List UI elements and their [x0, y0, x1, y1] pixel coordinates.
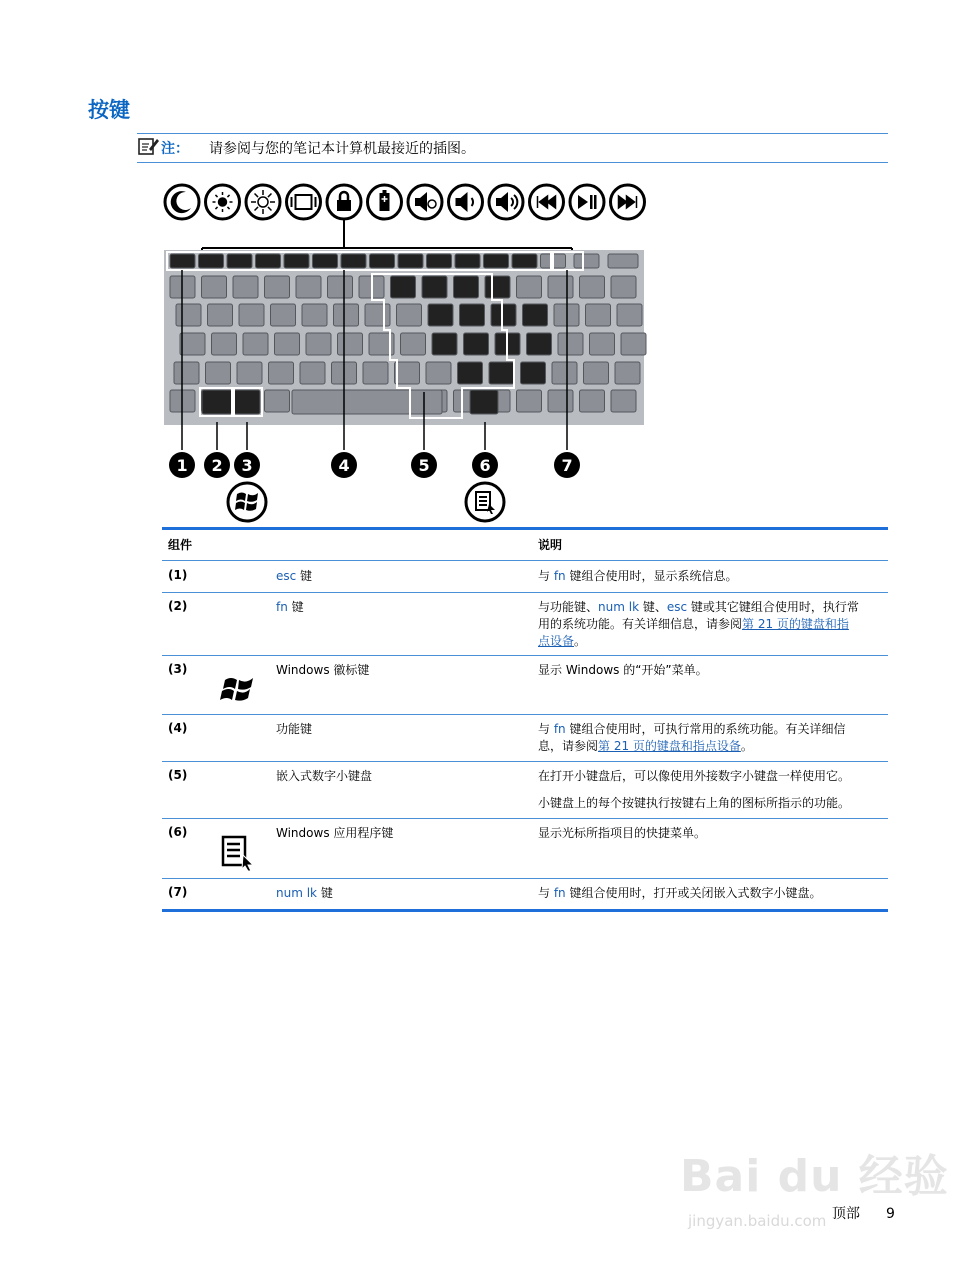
header-rule: [162, 560, 888, 561]
space-bar: [292, 390, 442, 414]
keyboard-key: [590, 333, 615, 355]
footer-label: 顶部: [832, 1206, 860, 1222]
svg-text:2: 2: [211, 456, 223, 475]
keyboard-key: [615, 362, 640, 384]
note-label: 注：: [161, 141, 189, 157]
svg-text:5: 5: [418, 456, 430, 475]
keyboard-key: [523, 304, 548, 326]
description-line: [538, 795, 850, 812]
description-line: [538, 616, 849, 633]
keyboard-key: [365, 304, 390, 326]
text-span: 功能键: [276, 722, 313, 736]
watermark-main: Bai du 经验: [680, 1151, 949, 1202]
text-span: 与功能键、: [538, 600, 599, 614]
text-span: num lk: [598, 600, 640, 614]
brightness-down-icon: [206, 185, 240, 219]
keyboard-key: [584, 362, 609, 384]
volume-up-icon: [489, 185, 523, 219]
keyboard-key: [548, 390, 573, 412]
application-key-icon: [466, 483, 504, 521]
keyboard-key: [176, 304, 201, 326]
text-span: esc: [666, 600, 688, 614]
svg-text:7: 7: [561, 456, 573, 475]
battery-icon: [368, 185, 402, 219]
keyboard-key: [580, 390, 605, 412]
keyboard-key: [552, 362, 577, 384]
keyboard-key: [328, 276, 353, 298]
keyboard-key: [334, 304, 359, 326]
keyboard-key: [227, 254, 252, 268]
keyboard-key: [395, 362, 420, 384]
row-number: (6): [168, 825, 188, 839]
keyboard-key: [233, 276, 258, 298]
text-span: fn: [553, 569, 566, 583]
text-span: 键: [296, 569, 313, 583]
keyboard-key: [611, 276, 636, 298]
keyboard-key: [170, 254, 195, 268]
description-line: [538, 825, 706, 842]
keyboard-key: [621, 333, 646, 355]
keyboard-key: [548, 276, 573, 298]
brightness-up-icon: [246, 185, 280, 219]
play-pause-icon: [570, 185, 604, 219]
keyboard-key: [491, 304, 516, 326]
component-name: [276, 885, 333, 902]
keyboard-key: [199, 254, 224, 268]
keyboard-key: [237, 362, 262, 384]
keyboard-key: [608, 254, 638, 268]
cross-reference-link[interactable]: 第 21 页的键盘和指: [742, 617, 849, 631]
keyboard-key: [426, 362, 451, 384]
keyboard-key: [269, 362, 294, 384]
callout-6: [472, 452, 498, 478]
keyboard-key: [512, 254, 537, 268]
text-span: 与: [538, 886, 554, 900]
component-name: [276, 568, 312, 585]
windows-logo-icon: [219, 670, 259, 710]
text-span: 键组合使用时，显示系统信息。: [565, 569, 738, 583]
row-number: (7): [168, 885, 188, 899]
keyboard-key: [432, 333, 457, 355]
keyboard-key: [464, 333, 489, 355]
callout-markers: [169, 452, 580, 478]
text-span: 键、: [639, 600, 667, 614]
row-divider: [162, 818, 888, 819]
text-span: Windows 徽标键: [276, 663, 370, 677]
windows-key: [234, 390, 260, 414]
text-span: 键组合使用时，可执行常用的系统功能。有关详细信: [565, 722, 846, 736]
keyboard-key: [521, 362, 546, 384]
text-span: 与: [538, 722, 554, 736]
row-number: (5): [168, 768, 188, 782]
text-span: 。: [740, 739, 753, 753]
keyboard-key: [180, 333, 205, 355]
application-key: [470, 390, 498, 414]
keyboard-key: [302, 304, 327, 326]
keyboard-key: [489, 362, 514, 384]
row-number: (3): [168, 662, 188, 676]
keyboard-key: [265, 390, 290, 412]
description-line: [538, 568, 738, 585]
column-header-description: 说明: [538, 538, 563, 552]
volume-down-icon: [449, 185, 483, 219]
text-span: 显示 Windows 的“开始”菜单。: [538, 663, 708, 677]
row-divider: [162, 878, 888, 879]
windows-logo-icon: [228, 483, 266, 521]
description-line: [538, 662, 708, 679]
next-track-icon: [611, 185, 645, 219]
keyboard-key: [208, 304, 233, 326]
keyboard-key: [458, 362, 483, 384]
description-line: [538, 721, 846, 738]
keyboard-key: [341, 254, 366, 268]
keyboard-key: [422, 276, 447, 298]
description-line: [538, 738, 753, 755]
keyboard-key: [428, 304, 453, 326]
keyboard-key: [206, 362, 231, 384]
component-name: [276, 825, 393, 842]
fn-key: [202, 390, 232, 414]
table-top-rule: [162, 527, 888, 530]
keyboard-key: [485, 276, 510, 298]
function-key-icon-row: [165, 185, 645, 219]
keyboard-key: [275, 333, 300, 355]
keyboard-key: [558, 333, 583, 355]
text-span: 小键盘上的每个按键执行按键右上角的图标所指示的功能。: [538, 796, 851, 810]
callout-1: [169, 452, 195, 478]
keyboard-key: [397, 304, 422, 326]
keyboard-key: [256, 254, 281, 268]
keyboard-key: [212, 333, 237, 355]
svg-text:4: 4: [338, 456, 350, 475]
keyboard-key: [517, 276, 542, 298]
row-divider: [162, 761, 888, 762]
keyboard-key: [398, 254, 423, 268]
section-title: 按键: [88, 98, 130, 122]
sleep-icon: [165, 185, 199, 219]
description-line: [538, 768, 850, 785]
text-span: 在打开小键盘后，可以像使用外接数字小键盘一样使用它。: [538, 769, 851, 783]
text-span: 与: [538, 569, 554, 583]
component-name: [276, 599, 304, 616]
description-line: [538, 599, 859, 616]
keyboard-key: [580, 276, 605, 298]
callout-2: [204, 452, 230, 478]
text-span: 键或其它键组合使用时，执行常: [687, 600, 859, 614]
table-bottom-rule: [162, 909, 888, 912]
keyboard-key: [391, 276, 416, 298]
text-span: 键: [287, 600, 304, 614]
keyboard-key: [338, 333, 363, 355]
text-span: num lk: [276, 886, 317, 900]
cross-reference-link[interactable]: 点设备: [538, 634, 575, 648]
page-number: 9: [886, 1206, 895, 1222]
text-span: 用的系统功能。有关详细信息，请参阅: [538, 617, 743, 631]
row-number: (2): [168, 599, 188, 613]
keyboard-illustration: [162, 180, 652, 525]
svg-text:3: 3: [241, 456, 253, 475]
component-name: [276, 662, 369, 679]
description-line: [538, 633, 586, 650]
watermark-url: jingyan.baidu.com: [688, 1212, 827, 1230]
row-divider: [162, 655, 888, 656]
row-number: (4): [168, 721, 188, 735]
keyboard-key: [271, 304, 296, 326]
page-footer: [832, 1203, 895, 1223]
keyboard-key: [484, 254, 509, 268]
row-number: (1): [168, 568, 188, 582]
keyboard-key: [363, 362, 388, 384]
keyboard-key: [174, 362, 199, 384]
cross-reference-link[interactable]: 第 21 页的键盘和指点设备: [598, 739, 741, 753]
keyboard-key: [401, 333, 426, 355]
note-text: 请参阅与您的笔记本计算机最接近的插图。: [209, 141, 475, 157]
keyboard-key: [586, 304, 611, 326]
row-divider: [162, 714, 888, 715]
svg-text:1: 1: [176, 456, 188, 475]
keyboard-key: [617, 304, 642, 326]
row-divider: [162, 592, 888, 593]
text-span: fn: [553, 886, 566, 900]
keyboard-key: [300, 362, 325, 384]
application-key-icon: [219, 833, 259, 873]
note-pencil-icon: [137, 135, 159, 157]
display-switch-icon: [287, 185, 321, 219]
text-span: fn: [276, 600, 288, 614]
component-name: [276, 768, 372, 785]
callout-4: [331, 452, 357, 478]
keyboard-key: [202, 276, 227, 298]
keyboard-key: [313, 254, 338, 268]
keyboard-key: [306, 333, 331, 355]
text-span: 息，请参阅: [538, 739, 599, 753]
keyboard-key: [265, 276, 290, 298]
text-span: 。: [574, 634, 587, 648]
text-span: fn: [553, 722, 566, 736]
callout-7: [554, 452, 580, 478]
watermark-logo: [680, 1140, 949, 1204]
text-span: 嵌入式数字小键盘: [276, 769, 373, 783]
keyboard-key: [574, 254, 599, 268]
keyboard-key: [284, 254, 309, 268]
keyboard-key: [454, 276, 479, 298]
keyboard-key: [243, 333, 268, 355]
text-span: 键: [317, 886, 333, 900]
keyboard-key: [427, 254, 452, 268]
keyboard-key: [527, 333, 552, 355]
text-span: 键组合使用时，打开或关闭嵌入式数字小键盘。: [565, 886, 822, 900]
svg-text:6: 6: [479, 456, 491, 475]
keyboard-key: [239, 304, 264, 326]
keyboard-key: [460, 304, 485, 326]
keyboard-key: [296, 276, 321, 298]
column-header-component: 组件: [168, 538, 193, 552]
keyboard-key: [370, 254, 395, 268]
note-box: [137, 133, 888, 163]
text-span: Windows 应用程序键: [276, 826, 394, 840]
text-span: 显示光标所指项目的快捷菜单。: [538, 826, 707, 840]
keyboard-key: [455, 254, 480, 268]
mute-icon: [408, 185, 442, 219]
keyboard-key: [611, 390, 636, 412]
callout-5: [411, 452, 437, 478]
description-line: [538, 885, 822, 902]
component-name: [276, 721, 312, 738]
keyboard-key: [517, 390, 542, 412]
callout-3: [234, 452, 260, 478]
text-span: esc: [276, 569, 297, 583]
previous-track-icon: [530, 185, 564, 219]
lock-icon: [327, 185, 361, 219]
